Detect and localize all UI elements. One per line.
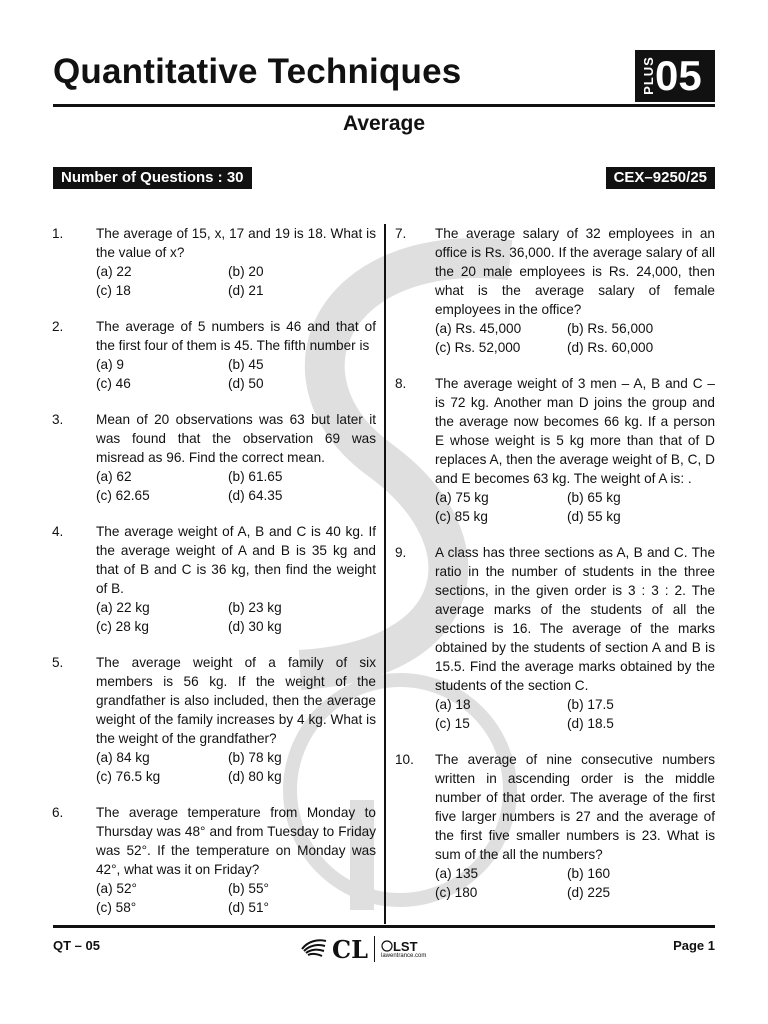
logo-lst <box>381 940 426 959</box>
option-item: (c) 85 kg <box>435 509 488 524</box>
question-item <box>52 522 376 636</box>
option-item: (b) 160 <box>567 866 611 881</box>
option-item: (c) 15 <box>435 716 470 731</box>
page-subtitle: Average <box>342 112 426 135</box>
footer-rule <box>53 925 715 928</box>
question-options <box>96 467 376 505</box>
question-item <box>395 224 715 357</box>
lst-circle-icon <box>381 940 393 952</box>
logo-cl-text: CL <box>332 934 368 964</box>
logo-lst-subtext: lawentrance.com <box>380 952 427 959</box>
option-item: (c) 18 <box>96 283 131 298</box>
badge-prefix: PLUS <box>640 56 656 95</box>
header-rule <box>53 104 715 107</box>
option-item: (b) 23 kg <box>228 600 282 615</box>
option-item: (d) 55 kg <box>567 509 621 524</box>
right-question-column <box>395 224 715 919</box>
logo-separator <box>374 936 375 962</box>
badge-number: 05 <box>655 52 702 99</box>
question-options <box>435 488 715 526</box>
option-item: (c) Rs. 52,000 <box>435 340 521 355</box>
logo-lst-text: LST <box>392 938 418 954</box>
question-options <box>435 695 715 733</box>
option-item: (c) 46 <box>96 376 131 391</box>
question-item <box>52 224 376 300</box>
option-item: (a) 22 kg <box>96 600 150 615</box>
footer-logo <box>300 932 426 966</box>
option-item: (d) Rs. 60,000 <box>567 340 654 355</box>
question-text: The average of nine consecutive numbers written in ascending order is the middle number of that order. The average of the first five larger numbers is 27 and the average of the first five smaller numbers is 23. What is sum of the all the numbers? <box>435 752 715 862</box>
question-text: The average salary of 32 employees in an office is Rs. 36,000. If the average salary of all the 20 male employees is Rs. 24,000, then what is the average salary of female employees in the office? <box>435 226 715 317</box>
option-item: (d) 225 <box>567 885 611 900</box>
question-number: 6. <box>52 805 64 820</box>
question-item <box>395 374 715 526</box>
question-options <box>435 864 715 902</box>
question-options <box>96 598 376 636</box>
option-item: (a) 18 <box>435 697 471 712</box>
plus-badge <box>635 50 715 102</box>
option-item: (b) 61.65 <box>228 469 283 484</box>
question-options <box>435 319 715 357</box>
question-count-tag: Number of Questions : 30 <box>53 167 252 189</box>
option-item: (d) 80 kg <box>228 769 282 784</box>
page-number: Page 1 <box>673 938 715 953</box>
question-text: The average weight of 3 men – A, B and C – is 72 kg. Another man D joins the group and the average now becomes 66 kg. If a person E whose weight is 5 kg more than that of D replaces A, then the average weight of B, C, D and E becomes 63 kg. The weight of A is: . <box>435 376 715 486</box>
option-item: (b) 45 <box>228 357 264 372</box>
option-item: (b) 20 <box>228 264 264 279</box>
question-number: 4. <box>52 524 64 539</box>
question-item <box>395 750 715 902</box>
question-text: Mean of 20 observations was 63 but later it was found that the observation 69 was misread as 96. Find the correct mean. <box>96 412 376 465</box>
question-text: The average weight of A, B and C is 40 kg. If the average weight of A and B is 35 kg and that of B and C is 36 kg, then find the weight of B. <box>96 524 376 596</box>
option-item: (a) 62 <box>96 469 132 484</box>
option-item: (d) 18.5 <box>567 716 614 731</box>
option-item: (d) 64.35 <box>228 488 283 503</box>
swirl-icon <box>300 937 328 961</box>
question-item <box>395 543 715 733</box>
option-item: (d) 50 <box>228 376 264 391</box>
option-item: (c) 62.65 <box>96 488 150 503</box>
option-item: (b) Rs. 56,000 <box>567 321 654 336</box>
question-number: 8. <box>395 376 407 391</box>
question-item <box>52 410 376 505</box>
question-number: 5. <box>52 655 64 670</box>
option-item: (d) 51° <box>228 900 269 915</box>
question-number: 2. <box>52 319 64 334</box>
footer-code: QT – 05 <box>53 938 100 953</box>
option-item: (c) 76.5 kg <box>96 769 161 784</box>
option-item: (a) 22 <box>96 264 132 279</box>
question-text: The average temperature from Monday to Thursday was 48° and from Tuesday to Friday was 52°. If the temperature on Monday was 42°, what was it on Friday? <box>96 805 376 877</box>
option-item: (b) 55° <box>228 881 269 896</box>
question-number: 10. <box>395 752 414 767</box>
question-text: The average of 5 numbers is 46 and that of the first four of them is 45. The fifth number is <box>96 319 376 353</box>
option-item: (b) 17.5 <box>567 697 614 712</box>
question-options <box>96 748 376 786</box>
option-item: (a) 135 <box>435 866 479 881</box>
question-number: 3. <box>52 412 64 427</box>
option-item: (d) 21 <box>228 283 264 298</box>
option-item: (d) 30 kg <box>228 619 282 634</box>
option-item: (c) 58° <box>96 900 137 915</box>
question-text: The average of 15, x, 17 and 19 is 18. What is the value of x? <box>96 226 376 260</box>
question-options <box>96 879 376 917</box>
option-item: (a) 84 kg <box>96 750 150 765</box>
page-title: Quantitative Techniques <box>53 52 462 91</box>
option-item: (a) 9 <box>96 357 124 372</box>
question-number: 9. <box>395 545 407 560</box>
question-text: The average weight of a family of six members is 56 kg. If the weight of the grandfather is also included, then the average weight of the family increases by 4 kg. What is the weight of the grandfather? <box>96 655 376 746</box>
question-item <box>52 653 376 786</box>
option-item: (b) 65 kg <box>567 490 621 505</box>
question-number: 7. <box>395 226 407 241</box>
question-text: A class has three sections as A, B and C. The ratio in the number of students in the three sections, in the given order is 3 : 3 : 2. The average marks of the students of all the sections is 16. The average of the marks obtained by the students of section A and B is 15.5. Find the average marks obtained by the students of the section C. <box>435 545 715 693</box>
question-item <box>52 317 376 393</box>
left-question-column <box>52 224 376 934</box>
exam-code-tag: CEX–9250/25 <box>606 167 715 189</box>
question-options <box>96 262 376 300</box>
option-item: (a) Rs. 45,000 <box>435 321 522 336</box>
column-divider <box>384 224 386 924</box>
option-item: (b) 78 kg <box>228 750 282 765</box>
option-item: (c) 28 kg <box>96 619 149 634</box>
option-item: (c) 180 <box>435 885 478 900</box>
option-item: (a) 52° <box>96 881 137 896</box>
question-options <box>96 355 376 393</box>
option-item: (a) 75 kg <box>435 490 489 505</box>
question-number: 1. <box>52 226 64 241</box>
question-item <box>52 803 376 917</box>
